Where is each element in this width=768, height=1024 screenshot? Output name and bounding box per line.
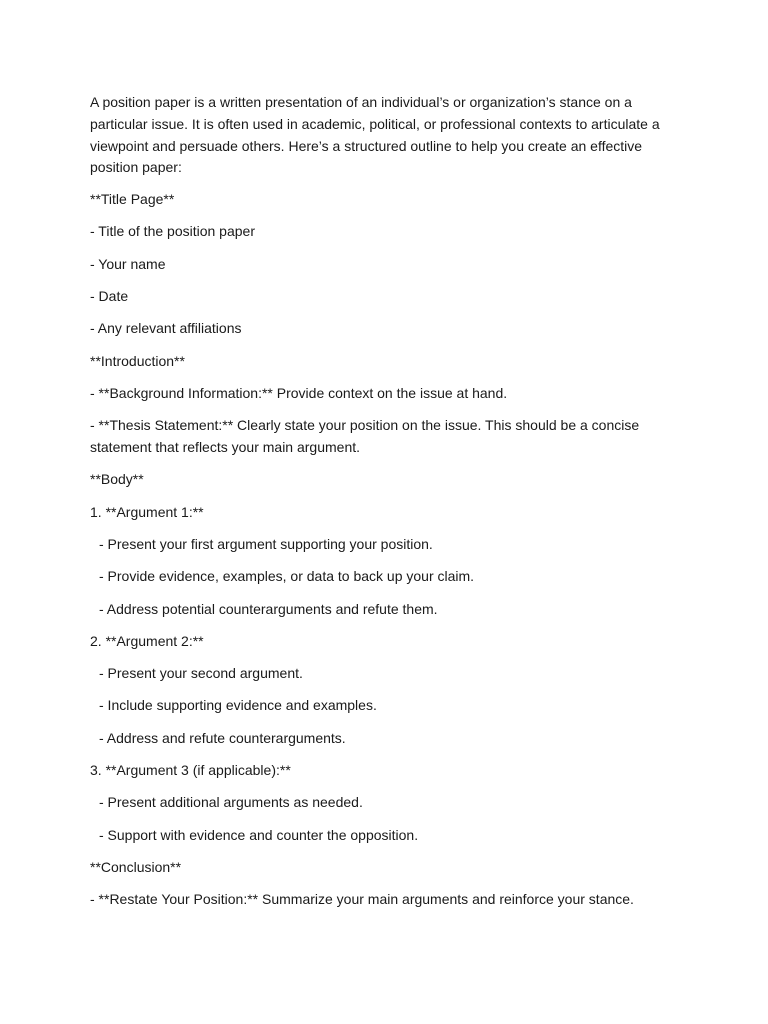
outline-line: 2. **Argument 2:** — [90, 632, 204, 649]
outline-line: **Title Page** — [90, 191, 175, 208]
outline-line: - Address and refute counterarguments. — [99, 729, 346, 746]
outline-lines — [90, 189, 678, 911]
outline-line: 3. **Argument 3 (if applicable):** — [90, 762, 291, 779]
outline-line: - Present your second argument. — [99, 665, 303, 682]
outline-line: - Date — [90, 288, 129, 305]
outline-line: - Support with evidence and counter the opposition. — [99, 826, 419, 843]
outline-line: - **Background Information:** Provide context on the issue at hand. — [90, 384, 508, 401]
outline-line: - **Restate Your Position:** Summarize your main arguments and reinforce your stance. — [90, 891, 634, 908]
outline-line: - Present additional arguments as needed. — [99, 794, 363, 811]
outline-line: - Include supporting evidence and examples. — [99, 697, 377, 714]
outline-line: - Provide evidence, examples, or data to back up your claim. — [99, 568, 475, 585]
document-body — [90, 92, 678, 922]
outline-line: **Conclusion** — [90, 858, 182, 875]
outline-line: - **Thesis Statement:** Clearly state your position on the issue. This should be a concise statement that reflects your main argument. — [90, 417, 640, 456]
outline-line: - Your name — [90, 255, 166, 272]
outline-line: - Title of the position paper — [90, 223, 255, 240]
outline-line: - Any relevant affiliations — [90, 320, 242, 337]
outline-line: **Introduction** — [90, 352, 185, 369]
outline-line: - Present your first argument supporting your position. — [99, 535, 433, 552]
outline-line: - Address potential counterarguments and refute them. — [99, 600, 438, 617]
outline-line: 1. **Argument 1:** — [90, 503, 204, 520]
outline-line: **Body** — [90, 471, 144, 488]
intro-paragraph: A position paper is a written presentation of an individual’s or organization’s stance on a particular issue. It is often used in academic, political, or professional contexts to articulate a viewpoint and persuade others. Here’s a structured outline to help you create an effective position paper: — [90, 94, 660, 176]
